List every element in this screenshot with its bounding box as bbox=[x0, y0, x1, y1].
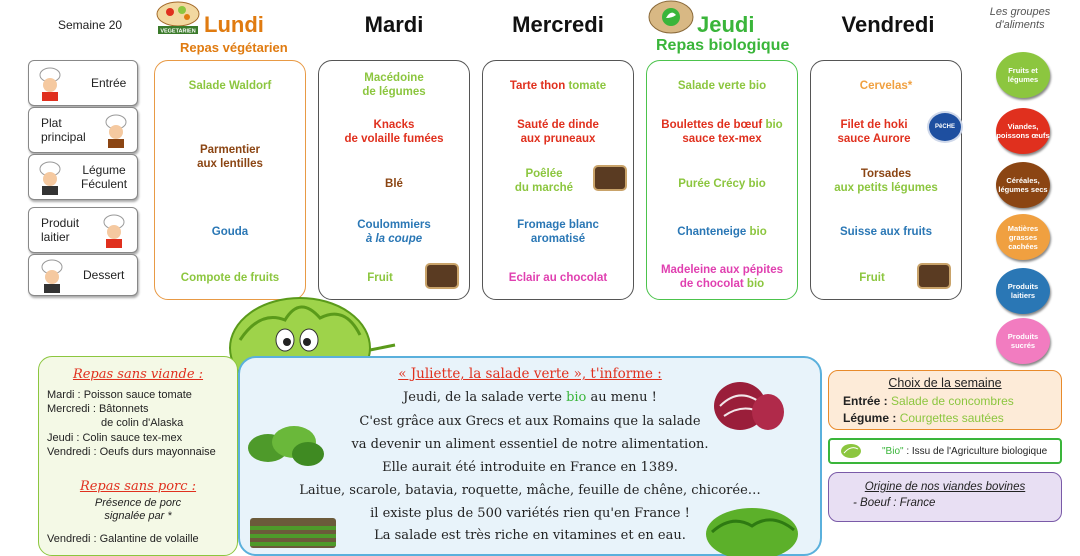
day-vendredi: Vendredi bbox=[841, 12, 935, 37]
juliette-info-box bbox=[238, 356, 822, 556]
menu-column-mardi bbox=[318, 60, 470, 300]
chef-icon bbox=[37, 259, 67, 293]
menu-item: Poêlée du marché bbox=[514, 168, 574, 194]
choix-entree: Entrée : Salade de concombres bbox=[843, 394, 1014, 408]
bio-note-box bbox=[828, 438, 1062, 464]
story-line: C'est grâce aux Grecs et aux Romains que la salade bbox=[359, 414, 701, 429]
local-produce-icon bbox=[425, 263, 459, 289]
svg-text:VEGETARIEN: VEGETARIEN bbox=[160, 28, 196, 34]
menu-item: Chanteneige bio bbox=[677, 226, 767, 238]
menu-item: Gouda bbox=[211, 226, 249, 238]
menu-column-vendredi bbox=[810, 60, 962, 300]
chef-icon bbox=[35, 67, 65, 101]
salad-leaves-illustration bbox=[246, 420, 326, 470]
meat-origin-box bbox=[828, 472, 1062, 522]
sans-viande-line: Mercredi : Bâtonnets bbox=[47, 403, 149, 415]
menu-item: Salade verte bio bbox=[677, 80, 767, 92]
day-mercredi: Mercredi bbox=[512, 12, 604, 37]
day-mardi: Mardi bbox=[364, 12, 424, 37]
day-lundi: Lundi bbox=[204, 12, 264, 37]
subtitle-jeudi: Repas biologique bbox=[656, 37, 790, 54]
alternative-meals-box bbox=[38, 356, 238, 556]
menu-item: Suisse aux fruits bbox=[839, 226, 933, 238]
menu-item: Fromage blanc aromatisé bbox=[517, 219, 599, 245]
row-label-plat: Plat principal bbox=[28, 107, 138, 153]
row-label-legume: Légume Féculent bbox=[28, 154, 138, 200]
field-illustration bbox=[250, 518, 336, 548]
bio-leaf-icon bbox=[840, 443, 862, 459]
food-group-fruits-legumes: Fruits et légumes bbox=[996, 52, 1050, 98]
vegetarian-badge-icon bbox=[155, 0, 201, 34]
sans-viande-line: Mardi : Poisson sauce tomate bbox=[47, 389, 192, 401]
local-produce-icon bbox=[593, 165, 627, 191]
menu-item: Boulettes de bœuf bio sauce tex-mex bbox=[661, 119, 783, 145]
chef-icon bbox=[99, 214, 129, 248]
weekly-choice-box bbox=[828, 370, 1062, 430]
story-title: « Juliette, la salade verte », t'informe : bbox=[398, 366, 662, 382]
menu-item: Madeleine aux pépites de chocolat bio bbox=[660, 264, 784, 290]
menu-item: Compote de fruits bbox=[180, 272, 280, 284]
chef-icon bbox=[35, 161, 65, 195]
food-group-cereales: Céréales, légumes secs bbox=[996, 162, 1050, 208]
sans-viande-line: de colin d'Alaska bbox=[101, 417, 184, 429]
menu-item: Blé bbox=[385, 178, 403, 190]
food-group-viandes: Viandes, poissons œufs bbox=[996, 108, 1050, 154]
row-label-dessert: Dessert bbox=[28, 254, 138, 296]
origin-line: - Boeuf : France bbox=[853, 497, 936, 509]
story-line: Elle aurait été introduite en France en 1389. bbox=[382, 460, 678, 475]
origin-title: Origine de nos viandes bovines bbox=[864, 481, 1026, 493]
menu-item: Tarte thon tomate bbox=[509, 80, 607, 92]
story-line: Laitue, scarole, batavia, roquette, mâche, feuille de chêne, chicorée… bbox=[299, 483, 761, 498]
menu-item: Sauté de dinde aux pruneaux bbox=[517, 119, 599, 145]
lettuce-illustration bbox=[702, 496, 802, 556]
sans-porc-line: Vendredi : Galantine de volaille bbox=[47, 533, 199, 545]
row-label-laitier: Produit laitier bbox=[28, 207, 138, 253]
sans-porc-note: Présence de porc signalée par * bbox=[94, 497, 182, 522]
subtitle-lundi: Repas végétarien bbox=[180, 40, 288, 55]
story-line: va devenir un aliment essentiel de notre alimentation. bbox=[351, 437, 709, 452]
story-line: il existe plus de 500 variétés rien qu'en France ! bbox=[370, 506, 690, 521]
menu-item: Eclair au chocolat bbox=[508, 272, 608, 284]
choix-legume: Légume : Courgettes sautées bbox=[843, 411, 1004, 425]
sans-porc-title: Repas sans porc : bbox=[79, 479, 197, 494]
chef-icon bbox=[101, 114, 131, 148]
menu-item: Fruit bbox=[367, 272, 393, 284]
food-group-sucres: Produits sucrés bbox=[996, 318, 1050, 364]
menu-item: Parmentier aux lentilles bbox=[197, 144, 263, 170]
menu-item: Cervelas* bbox=[859, 80, 913, 92]
fish-label-icon: PêCHE bbox=[927, 111, 963, 143]
local-produce-icon bbox=[917, 263, 951, 289]
menu-item: Salade Waldorf bbox=[188, 80, 272, 92]
choix-title: Choix de la semaine bbox=[888, 376, 1002, 390]
sans-viande-line: Vendredi : Oeufs durs mayonnaise bbox=[47, 446, 216, 458]
menu-item: Fruit bbox=[859, 272, 885, 284]
week-label: Semaine 20 bbox=[58, 18, 123, 32]
radicchio-illustration bbox=[710, 376, 786, 436]
menu-item: Macédoine de légumes bbox=[362, 72, 426, 98]
story-line: Jeudi, de la salade verte bio au menu ! bbox=[403, 390, 657, 405]
menu-item: Coulommiers à la coupe bbox=[357, 219, 431, 245]
menu-item: Purée Crécy bio bbox=[678, 178, 766, 190]
menu-item: Torsades aux petits légumes bbox=[834, 168, 938, 194]
sans-viande-line: Jeudi : Colin sauce tex-mex bbox=[47, 432, 183, 444]
story-line: La salade est très riche en vitamines et en eau. bbox=[374, 528, 686, 543]
menu-column-lundi bbox=[154, 60, 306, 300]
menu-item: Filet de hoki sauce Aurore bbox=[837, 119, 911, 145]
sans-viande-title: Repas sans viande : bbox=[72, 367, 204, 382]
bio-logo-icon bbox=[648, 0, 694, 34]
row-label-entree: Entrée bbox=[28, 60, 138, 106]
bio-note-text: "Bio" : Issu de l'Agriculture biologique bbox=[882, 446, 1048, 457]
food-group-laitiers: Produits laitiers bbox=[996, 268, 1050, 314]
food-groups-title: Les groupes d'aliments bbox=[989, 6, 1051, 31]
menu-column-mercredi bbox=[482, 60, 634, 300]
food-group-matieres-grasses: Matières grasses cachées bbox=[996, 214, 1050, 260]
menu-item: Knacks de volaille fumées bbox=[344, 119, 444, 145]
day-jeudi: Jeudi bbox=[697, 12, 755, 37]
menu-column-jeudi bbox=[646, 60, 798, 300]
